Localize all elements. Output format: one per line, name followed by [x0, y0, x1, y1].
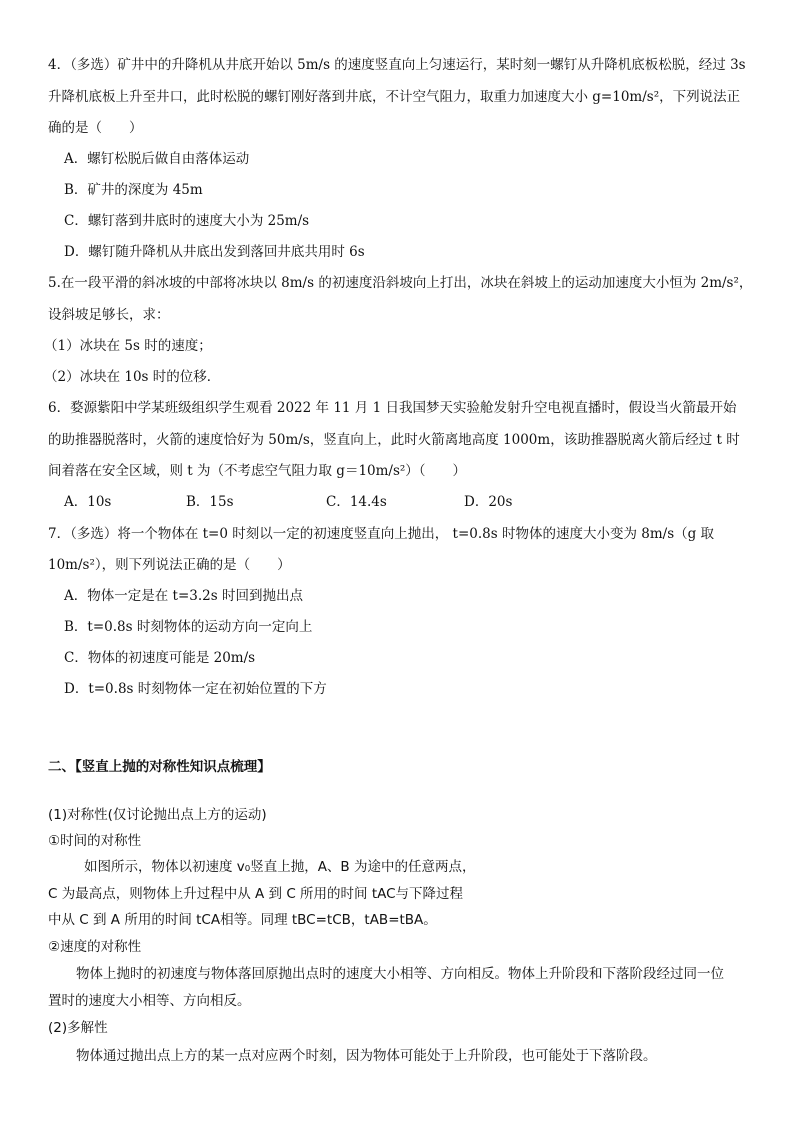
q6-options — [0, 493, 794, 511]
q5-line-2: 设斜坡足够长，求： — [48, 307, 170, 323]
q5-sub-2: （2）冰块在 10s 时的位移． — [44, 369, 221, 385]
section-p7: 物体上抛时的初速度与物体落回原抛出点时的速度大小相等、方向相反。物体上升阶段和下落阶段经过同一位 — [76, 966, 724, 982]
q4-line-2: 升降机底板上升至井口，此时松脱的螺钉刚好落到井底，不计空气阻力，取重力加速度大小 g=10m/s²，下列说法正 — [48, 89, 741, 105]
section-p4: C 为最高点，则物体上升过程中从 A 到 C 所用的时间 tAC与下降过程 — [48, 886, 464, 902]
section-heading: 二、【竖直上抛的对称性知识点梳理】 — [48, 759, 271, 775]
q7-option-d: D．t=0.8s 时刻物体一定在初始位置的下方 — [64, 681, 327, 697]
section-p9: (2)多解性 — [48, 1020, 108, 1036]
q7-option-a: A．物体一定是在 t=3.2s 时回到抛出点 — [64, 588, 303, 604]
q5-sub-1: （1）冰块在 5s 时的速度； — [44, 338, 212, 354]
q7-line-2: 10m/s²），则下列说法正确的是（ ） — [48, 557, 291, 573]
section-p8: 置时的速度大小相等、方向相反。 — [48, 993, 251, 1009]
section-p6: ②速度的对称性 — [48, 939, 142, 955]
q6-line-1: 6．婺源紫阳中学某班级组织学生观看 2022 年 11 月 1 日我国梦天实验舱发射升空电视直播时，假设当火箭最开始 — [48, 400, 737, 416]
q6-line-3: 间着落在安全区域，则 t 为（不考虑空气阻力取 g＝10m/s²）（ ） — [48, 463, 467, 479]
q6-option-c: C．14.4s — [326, 494, 387, 510]
q6-option-b: B．15s — [186, 494, 234, 510]
q6-option-a: A．10s — [64, 494, 112, 510]
section-p3: 如图所示，物体以初速度 v₀竖直上抛，A、B 为途中的任意两点， — [84, 859, 476, 875]
q4-line-1: 4．（多选）矿井中的升降机从井底开始以 5m/s 的速度竖直向上匀速运行，某时刻一螺钉从升降机底板松脱，经过 3s — [48, 57, 746, 73]
q4-line-3: 确的是（ ） — [48, 120, 143, 136]
q5-line-1: 5.在一段平滑的斜冰坡的中部将冰块以 8m/s 的初速度沿斜坡向上打出，冰块在斜坡上的运动加速度大小恒为 2m/s²， — [48, 275, 753, 291]
q7-option-b: B．t=0.8s 时刻物体的运动方向一定向上 — [64, 619, 313, 635]
q7-line-1: 7．（多选）将一个物体在 t=0 时刻以一定的初速度竖直向上抛出， t=0.8s 时物体的速度大小变为 8m/s（g 取 — [48, 526, 715, 542]
section-p10: 物体通过抛出点上方的某一点对应两个时刻，因为物体可能处于上升阶段，也可能处于下落阶段。 — [76, 1048, 657, 1064]
q4-option-b: B．矿井的深度为 45m — [64, 182, 203, 198]
q6-line-2: 的助推器脱落时，火箭的速度恰好为 50m/s，竖直向上，此时火箭离地高度 1000m，该助推器脱离火箭后经过 t 时 — [48, 432, 740, 448]
q6-option-d: D．20s — [464, 494, 513, 510]
q4-option-c: C．螺钉落到井底时的速度大小为 25m/s — [64, 213, 310, 229]
q7-option-c: C．物体的初速度可能是 20m/s — [64, 650, 256, 666]
q4-option-a: A．螺钉松脱后做自由落体运动 — [64, 151, 250, 167]
section-p5: 中从 C 到 A 所用的时间 tCA相等。同理 tBC=tCB，tAB=tBA。 — [48, 912, 437, 928]
q4-option-d: D．螺钉随升降机从井底出发到落回井底共用时 6s — [64, 244, 365, 260]
section-p1: (1)对称性(仅讨论抛出点上方的运动) — [48, 807, 267, 823]
section-p2: ①时间的对称性 — [48, 833, 142, 849]
